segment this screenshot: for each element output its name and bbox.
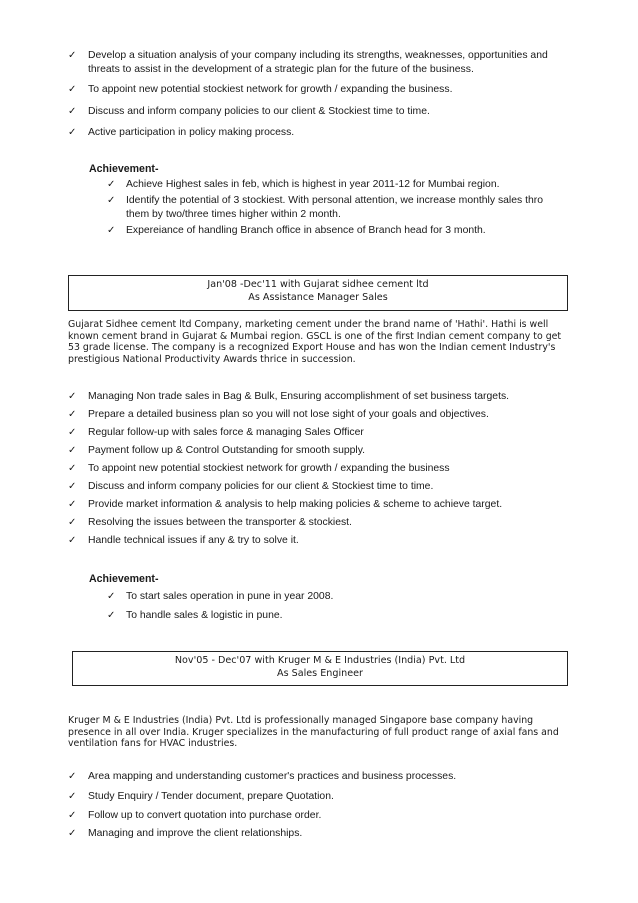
list-item: ✓ Identify the potential of 3 stockiest. With personal attention, we increase monthly sales thro them by two/three times higher within 2 month.	[107, 195, 544, 220]
list-item: ✓ To start sales operation in pune in year 2008.	[107, 591, 334, 602]
job-header-kruger	[72, 651, 568, 686]
check-icon: ✓	[107, 195, 116, 206]
list-item: ✓ Managing Non trade sales in Bag & Bulk, Ensuring accomplishment of set business targets.	[68, 391, 510, 402]
check-icon: ✓	[68, 790, 77, 802]
check-icon: ✓	[68, 50, 77, 61]
list-item: ✓ Develop a situation analysis of your company including its strengths, weaknesses, opportunities and threats to assist in the development of a strategic plan for the future of the business.	[68, 50, 548, 75]
top-achievements-list	[107, 178, 567, 238]
top-responsibilities-list	[68, 49, 568, 140]
check-icon: ✓	[68, 517, 77, 528]
list-item: ✓ Handle technical issues if any & try to solve it.	[68, 535, 299, 546]
list-item: ✓ Provide market information & analysis to help making policies & scheme to achieve target.	[68, 499, 503, 510]
achievement-heading: Achievement-	[89, 573, 159, 585]
check-icon: ✓	[68, 84, 77, 95]
job-role: As Sales Engineer	[277, 667, 363, 679]
company-description-kruger: Kruger M & E Industries (India) Pvt. Ltd is professionally managed Singapore base company having presence in all over India. Kruger specializes in the manufacturing of full product range of axial fans and ventilation fans for HVAC industries.	[68, 715, 559, 750]
check-icon: ✓	[107, 179, 116, 190]
list-item: ✓ Managing and improve the client relationships.	[68, 827, 303, 839]
job-period: Jan'08 -Dec'11 with Gujarat sidhee cement ltd	[207, 279, 429, 290]
job-period: Nov'05 - Dec'07 with Kruger M & E Industries (India) Pvt. Ltd	[174, 655, 466, 666]
check-icon: ✓	[107, 610, 116, 621]
list-item: ✓ Resolving the issues between the transporter & stockiest.	[68, 517, 352, 528]
list-item: ✓ Regular follow-up with sales force & managing Sales Officer	[68, 427, 364, 438]
list-item: ✓ Achieve Highest sales in feb, which is highest in year 2011-12 for Mumbai region.	[107, 179, 500, 190]
list-item: ✓ Discuss and inform company policies for our client & Stockiest time to time.	[68, 481, 434, 492]
list-item: ✓ Discuss and inform company policies to our client & Stockiest time to time.	[68, 105, 430, 117]
kruger-responsibilities-list	[68, 770, 568, 840]
check-icon: ✓	[68, 810, 77, 821]
list-item: ✓ To handle sales & logistic in pune.	[107, 610, 283, 621]
list-item: ✓ To appoint new potential stockiest network for growth / expanding the business	[68, 463, 450, 474]
list-item: ✓ Follow up to convert quotation into purchase order.	[68, 810, 322, 821]
list-item: ✓ Expereiance of handling Branch office in absence of Branch head for 3 month.	[107, 225, 486, 236]
check-icon: ✓	[68, 427, 77, 438]
gujarat-achievements-list	[107, 590, 567, 623]
check-icon: ✓	[68, 127, 77, 138]
job-header-gujarat	[68, 275, 568, 311]
check-icon: ✓	[107, 591, 116, 602]
list-item: ✓ Active participation in policy making process.	[68, 127, 295, 138]
list-item: ✓ Prepare a detailed business plan so you will not lose sight of your goals and objectives.	[68, 409, 489, 420]
check-icon: ✓	[68, 535, 77, 546]
job-role: As Assistance Manager Sales	[248, 291, 388, 303]
list-item: ✓ Study Enquiry / Tender document, prepare Quotation.	[68, 790, 334, 802]
list-item: ✓ To appoint new potential stockiest network for growth / expanding the business.	[68, 84, 453, 95]
company-description-gujarat: Gujarat Sidhee cement ltd Company, marketing cement under the brand name of 'Hathi'. Hathi is well known cement brand in Gujarat & Mumbai region. GSCL is one of the first Indian cement company to get 53 grade license. The company is a recognized Export House and has won the Indian cement Industry's prestigious National Productivity Awards thrice in succession.	[68, 319, 562, 365]
achievement-heading: Achievement-	[89, 163, 159, 175]
list-item: ✓ Payment follow up & Control Outstanding for smooth supply.	[68, 445, 366, 456]
check-icon: ✓	[107, 225, 116, 236]
check-icon: ✓	[68, 409, 77, 420]
check-icon: ✓	[68, 445, 77, 456]
check-icon: ✓	[68, 771, 77, 782]
check-icon: ✓	[68, 499, 77, 510]
check-icon: ✓	[68, 391, 77, 402]
check-icon: ✓	[68, 827, 77, 839]
list-item: ✓ Area mapping and understanding customer's practices and business processes.	[68, 771, 457, 782]
gujarat-responsibilities-list	[68, 390, 568, 548]
check-icon: ✓	[68, 481, 77, 492]
check-icon: ✓	[68, 105, 77, 117]
check-icon: ✓	[68, 463, 77, 474]
